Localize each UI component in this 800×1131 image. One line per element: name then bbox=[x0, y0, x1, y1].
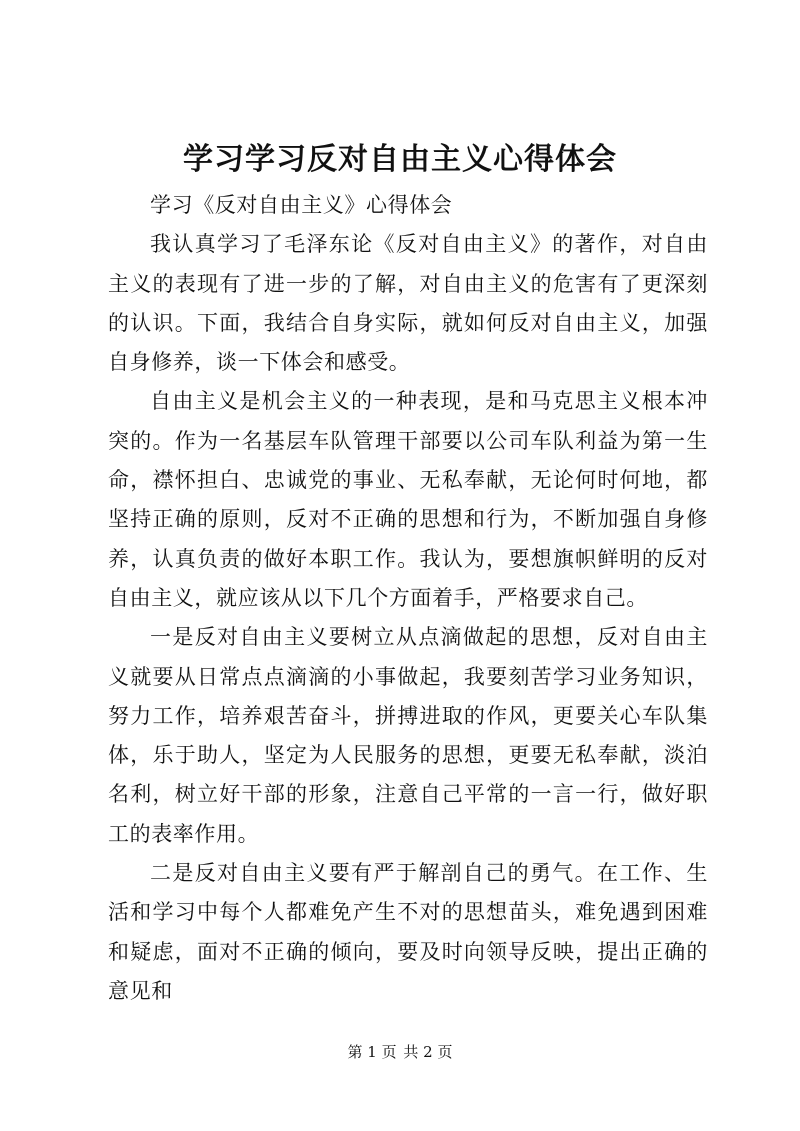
body-paragraph: 我认真学习了毛泽东论《反对自由主义》的著作，对自由主义的表现有了进一步的了解，对自由主义的危害有了更深刻的认识。下面，我结合自身实际，就如何反对自由主义，加强自身修养，谈一下体会和感受。 bbox=[108, 232, 708, 375]
page-number: 第 1 页 bbox=[347, 1043, 397, 1061]
body-paragraph: 二是反对自由主义要有严于解剖自己的勇气。在工作、生活和学习中每个人都难免产生不对的思想苗头，难免遇到困难和疑虑，面对不正确的倾向，要及时向领导反映，提出正确的意见和 bbox=[108, 861, 708, 1003]
page-total: 共 2 页 bbox=[403, 1043, 453, 1061]
document-title: 学习学习反对自由主义心得体会 bbox=[183, 142, 617, 177]
subtitle-paragraph: 学习《反对自由主义》心得体会 bbox=[150, 193, 453, 217]
body-paragraph: 一是反对自由主义要树立从点滴做起的思想，反对自由主义就要从日常点点滴滴的小事做起，我要刻苦学习业务知识，努力工作，培养艰苦奋斗，拼搏进取的作风，更要关心车队集体，乐于助人，坚定为人民服务的思想，更要无私奉献，淡泊名利，树立好干部的形象，注意自己平常的一言一行，做好职工的表率作用。 bbox=[108, 625, 708, 846]
document-body bbox=[108, 186, 708, 1011]
body-paragraph: 自由主义是机会主义的一种表现，是和马克思主义根本冲突的。作为一名基层车队管理干部要以公司车队利益为第一生命，襟怀担白、忠诚党的事业、无私奉献，无论何时何地，都坚持正确的原则，反对不正确的思想和行为，不断加强自身修养，认真负责的做好本职工作。我认为，要想旗帜鲜明的反对自由主义，就应该从以下几个方面着手，严格要求自己。 bbox=[108, 389, 708, 610]
page-footer bbox=[0, 1041, 800, 1063]
